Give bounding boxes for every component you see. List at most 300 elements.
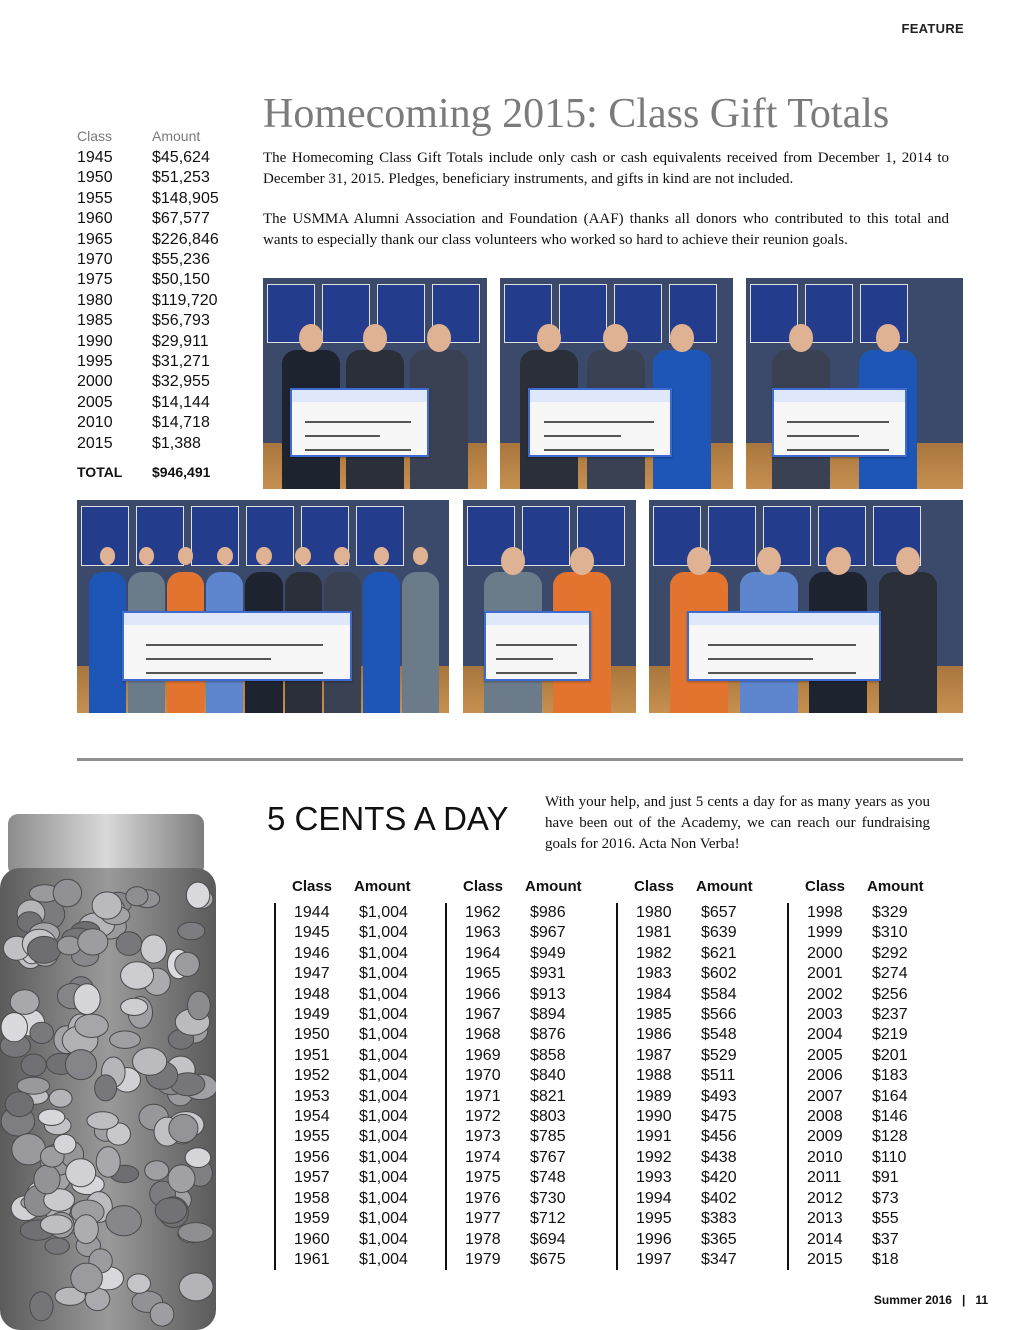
cents-amount: $493	[701, 1087, 737, 1105]
cents-column-header	[463, 878, 605, 895]
cents-class: 1949	[294, 1006, 330, 1024]
gift-table-rows	[77, 148, 247, 454]
cents-amount: $1,004	[359, 985, 408, 1003]
table-row	[294, 1107, 434, 1127]
table-row	[807, 1168, 947, 1188]
gift-class: 1975	[77, 271, 113, 289]
gift-table-row	[77, 393, 247, 413]
cents-amount: $37	[872, 1230, 899, 1248]
cents-header-class: Class	[805, 878, 846, 895]
cents-amount: $949	[530, 944, 566, 962]
reunion-gift-check	[290, 388, 429, 458]
table-row	[294, 923, 434, 943]
cents-amount: $365	[701, 1230, 737, 1248]
cents-amount: $694	[530, 1230, 566, 1248]
table-row	[294, 1046, 434, 1066]
cents-header-amount: Amount	[354, 878, 411, 895]
cents-amount: $110	[872, 1148, 907, 1166]
table-row	[465, 903, 605, 923]
cents-amount: $128	[872, 1128, 908, 1146]
table-row	[636, 985, 776, 1005]
cents-amount: $931	[530, 965, 566, 983]
coin	[127, 1274, 150, 1293]
gift-table-row	[77, 372, 247, 392]
cents-amount: $1,004	[359, 924, 408, 942]
cents-amount: $146	[872, 1108, 908, 1126]
coin	[110, 1031, 141, 1048]
person-head	[876, 324, 900, 352]
gift-class: 1965	[77, 230, 113, 248]
coin	[126, 887, 148, 906]
gift-table-row	[77, 168, 247, 188]
cents-amount: $329	[872, 904, 908, 921]
table-row	[636, 1127, 776, 1147]
cents-class: 1992	[636, 1148, 672, 1166]
cents-class: 1962	[465, 904, 501, 921]
cents-class: 1952	[294, 1067, 330, 1085]
cents-amount: $274	[872, 965, 908, 983]
cents-class: 2014	[807, 1230, 843, 1248]
cents-class: 1988	[636, 1067, 672, 1085]
coin	[75, 1014, 108, 1037]
coin	[178, 922, 205, 939]
photo-class-1970	[500, 278, 733, 489]
coin	[40, 1215, 72, 1234]
check-line	[496, 658, 553, 660]
gift-amount: $50,150	[152, 271, 210, 289]
cents-class: 2005	[807, 1046, 843, 1064]
check-header	[124, 613, 351, 625]
person-head	[217, 547, 233, 565]
page-title: Homecoming 2015: Class Gift Totals	[263, 91, 890, 137]
cents-amount: $383	[701, 1210, 737, 1228]
cents-class: 1971	[465, 1087, 501, 1105]
table-row	[465, 964, 605, 984]
cents-class: 1944	[294, 904, 330, 921]
person	[89, 547, 126, 713]
table-row	[465, 1168, 605, 1188]
cents-amount: $657	[701, 904, 737, 921]
gift-amount: $29,911	[152, 332, 209, 350]
gift-table-header	[77, 128, 247, 144]
gift-amount: $226,846	[152, 230, 219, 248]
person-head	[537, 324, 561, 352]
gift-total-amount: $946,491	[152, 464, 211, 481]
cents-class: 1960	[294, 1230, 330, 1248]
cents-amount: $840	[530, 1067, 566, 1085]
photo-class-2010	[746, 278, 963, 489]
coin	[12, 1134, 46, 1165]
cents-class: 1993	[636, 1169, 672, 1187]
check-line	[496, 672, 577, 674]
cents-class: 1968	[465, 1026, 501, 1044]
table-row	[636, 923, 776, 943]
person	[363, 547, 400, 713]
coin	[95, 1075, 117, 1101]
cents-class: 2002	[807, 985, 843, 1003]
table-row	[807, 1209, 947, 1229]
cents-class: 1983	[636, 965, 672, 983]
table-row	[294, 1189, 434, 1209]
cents-class: 1948	[294, 985, 330, 1003]
photo-class-1945	[463, 500, 636, 713]
coin	[57, 936, 81, 955]
cents-amount: $511	[701, 1067, 736, 1085]
gift-table-row	[77, 311, 247, 331]
photo-class-1965	[77, 500, 449, 713]
cents-class: 2003	[807, 1006, 843, 1024]
cents-class: 1990	[636, 1108, 672, 1126]
cents-amount: $55	[872, 1210, 899, 1228]
gift-class: 1980	[77, 291, 113, 309]
person-head	[789, 324, 813, 352]
cents-class: 2007	[807, 1087, 843, 1105]
gift-class: 2015	[77, 434, 113, 452]
cents-class: 1982	[636, 944, 672, 962]
gift-class: 1960	[77, 210, 113, 228]
cents-class: 1998	[807, 904, 843, 921]
cents-amount: $18	[872, 1250, 899, 1268]
coin	[150, 1303, 174, 1327]
gift-amount: $148,905	[152, 189, 219, 207]
cents-header-class: Class	[463, 878, 504, 895]
coin	[78, 929, 108, 955]
table-row	[465, 1066, 605, 1086]
person-head	[501, 547, 525, 575]
cents-amount: $420	[701, 1169, 737, 1187]
table-row	[465, 1107, 605, 1127]
cents-class: 1980	[636, 904, 672, 921]
check-line	[544, 421, 654, 423]
cents-amount: $566	[701, 1006, 737, 1024]
person-head	[299, 324, 323, 352]
gift-amount: $14,144	[152, 393, 210, 411]
table-row	[636, 1107, 776, 1127]
cents-class: 1953	[294, 1087, 330, 1105]
table-row	[465, 1250, 605, 1270]
person-head	[178, 547, 194, 565]
person	[402, 547, 439, 713]
cents-amount: $986	[530, 904, 566, 921]
cents-header-amount: Amount	[867, 878, 924, 895]
person-body	[89, 572, 126, 713]
check-line	[544, 449, 654, 451]
cents-amount: $602	[701, 965, 737, 983]
cents-class: 1945	[294, 924, 330, 942]
cents-section-text: With your help, and just 5 cents a day for as many years as you have been out of the Academy, we can reach our fundraising goals for 2016. Acta Non Verba!	[545, 794, 930, 852]
table-row	[807, 1230, 947, 1250]
cents-amount: $803	[530, 1108, 566, 1126]
photo-class-1980	[263, 278, 487, 489]
table-row	[294, 1250, 434, 1270]
cents-class: 1978	[465, 1230, 501, 1248]
cents-amount: $1,004	[359, 1230, 408, 1248]
cents-amount: $967	[530, 924, 566, 942]
person-head	[427, 324, 451, 352]
cents-amount: $438	[701, 1148, 737, 1166]
cents-class: 1951	[294, 1046, 330, 1064]
coin	[179, 1273, 213, 1301]
cents-class: 1966	[465, 985, 501, 1003]
jar-lid	[8, 814, 204, 876]
reunion-gift-check	[528, 388, 672, 458]
cents-amount: $256	[872, 985, 908, 1003]
cents-column-body	[445, 903, 605, 1270]
cents-amount: $91	[872, 1169, 899, 1187]
gift-class: 1955	[77, 189, 113, 207]
person-head	[100, 547, 116, 565]
cents-class: 1963	[465, 924, 501, 942]
table-row	[294, 964, 434, 984]
cents-class: 1973	[465, 1128, 501, 1146]
table-row	[465, 1025, 605, 1045]
table-row	[636, 1005, 776, 1025]
cents-amount: $584	[701, 985, 737, 1003]
coin	[54, 1134, 76, 1154]
cents-amount: $347	[701, 1250, 737, 1268]
cents-class: 1970	[465, 1067, 501, 1085]
gift-total-label: TOTAL	[77, 464, 123, 481]
cents-class: 1987	[636, 1046, 672, 1064]
cents-amount: $310	[872, 924, 908, 942]
gift-table-row	[77, 230, 247, 250]
check-line	[496, 644, 577, 646]
gift-amount: $67,577	[152, 210, 210, 228]
cents-amount: $292	[872, 944, 908, 962]
cents-class: 1986	[636, 1026, 672, 1044]
cents-class: 2004	[807, 1026, 843, 1044]
person-head	[363, 324, 387, 352]
cents-amount: $913	[530, 985, 566, 1003]
cents-column-header	[634, 878, 776, 895]
gift-class: 1950	[77, 169, 113, 187]
cents-amount: $1,004	[359, 1108, 408, 1126]
person-head	[295, 547, 311, 565]
table-row	[636, 1148, 776, 1168]
table-row	[807, 1148, 947, 1168]
photo-class-1990	[649, 500, 963, 713]
cents-amount: $1,004	[359, 965, 408, 983]
check-line	[146, 658, 271, 660]
cents-class: 1964	[465, 944, 501, 962]
gift-amount: $31,271	[152, 353, 210, 371]
check-line	[544, 435, 621, 437]
coin	[27, 936, 60, 963]
cents-class: 1967	[465, 1006, 501, 1024]
gift-table-row	[77, 291, 247, 311]
table-row	[636, 964, 776, 984]
table-row	[294, 1087, 434, 1107]
cents-class: 1961	[294, 1250, 330, 1268]
gift-amount: $14,718	[152, 414, 210, 432]
gift-class: 1970	[77, 251, 113, 269]
cents-column	[274, 878, 434, 1270]
table-row	[465, 985, 605, 1005]
coin	[96, 1147, 120, 1178]
table-row	[636, 1066, 776, 1086]
cents-class: 1996	[636, 1230, 672, 1248]
table-row	[636, 1209, 776, 1229]
table-row	[807, 964, 947, 984]
gift-header-class: Class	[77, 128, 113, 144]
table-row	[807, 1025, 947, 1045]
check-line	[708, 672, 857, 674]
check-line	[146, 644, 323, 646]
coin	[188, 991, 211, 1020]
cents-amount: $1,004	[359, 1026, 408, 1044]
gift-class: 2000	[77, 373, 113, 391]
person-head	[570, 547, 594, 575]
table-row	[294, 1209, 434, 1229]
coin	[175, 952, 200, 976]
cents-amount: $456	[701, 1128, 737, 1146]
table-row	[294, 1025, 434, 1045]
cents-class: 2013	[807, 1210, 843, 1228]
coin-jar-photo	[0, 808, 216, 1330]
cents-class: 2010	[807, 1148, 843, 1166]
table-row	[465, 944, 605, 964]
cents-amount: $183	[872, 1067, 908, 1085]
coin	[71, 1263, 103, 1293]
person-head	[603, 324, 627, 352]
cents-amount: $675	[530, 1250, 566, 1268]
table-row	[636, 903, 776, 923]
cents-class: 2001	[807, 965, 843, 983]
table-row	[294, 1168, 434, 1188]
cents-amount: $1,004	[359, 1148, 408, 1166]
table-row	[465, 1046, 605, 1066]
cents-class: 2000	[807, 944, 843, 962]
cents-amount: $73	[872, 1189, 899, 1207]
cents-header-class: Class	[292, 878, 333, 895]
coin	[5, 1092, 33, 1117]
cents-column-header	[805, 878, 947, 895]
footer-separator: |	[961, 1293, 966, 1307]
cents-amount: $1,004	[359, 1006, 408, 1024]
table-row	[807, 1005, 947, 1025]
gift-class: 1995	[77, 353, 113, 371]
table-row	[807, 1127, 947, 1147]
table-row	[807, 903, 947, 923]
gift-header-amount: Amount	[152, 128, 201, 144]
cents-amount: $1,004	[359, 904, 408, 921]
check-header	[689, 613, 880, 625]
cents-amount: $1,004	[359, 1210, 408, 1228]
cents-amount: $475	[701, 1108, 737, 1126]
cents-amount: $639	[701, 924, 737, 942]
person-body	[363, 572, 400, 713]
reunion-gift-check	[772, 388, 907, 458]
cents-amount: $730	[530, 1189, 566, 1207]
cents-amount: $712	[530, 1210, 566, 1228]
table-row	[465, 1230, 605, 1250]
footer-page-number: 11	[975, 1293, 988, 1307]
cents-column	[616, 878, 776, 1270]
gift-table-row	[77, 413, 247, 433]
table-row	[294, 1066, 434, 1086]
cents-class: 1947	[294, 965, 330, 983]
check-line	[787, 449, 889, 451]
person-body	[879, 572, 937, 713]
page-footer	[874, 1293, 988, 1307]
gift-class: 1990	[77, 332, 113, 350]
intro-paragraph-2: The USMMA Alumni Association and Foundation (AAF) thanks all donors who contributed to this total and wants to especially thank our class volunteers who worked so hard to achieve their reunion goals.	[263, 211, 949, 248]
cents-amount: $767	[530, 1148, 566, 1166]
table-row	[294, 1148, 434, 1168]
coin	[106, 1206, 142, 1236]
cents-amount: $164	[872, 1087, 908, 1105]
gift-amount: $45,624	[152, 149, 210, 166]
cents-class: 1981	[636, 924, 672, 942]
cents-class: 1999	[807, 924, 843, 942]
table-row	[294, 985, 434, 1005]
cents-class: 2008	[807, 1108, 843, 1126]
coin	[121, 998, 148, 1015]
person-head	[139, 547, 155, 565]
coin	[30, 1292, 53, 1321]
coin	[66, 1159, 96, 1187]
coin	[30, 1022, 54, 1043]
reunion-gift-check	[687, 611, 882, 681]
cents-amount: $1,004	[359, 1250, 408, 1268]
cents-amount: $1,004	[359, 1169, 408, 1187]
cents-class: 1950	[294, 1026, 330, 1044]
cents-column-body	[787, 903, 947, 1270]
coin	[168, 1165, 195, 1193]
gift-amount: $1,388	[152, 434, 201, 452]
cents-amount: $1,004	[359, 944, 408, 962]
cents-class: 1965	[465, 965, 501, 983]
table-row	[465, 1189, 605, 1209]
table-row	[636, 1046, 776, 1066]
table-row	[807, 923, 947, 943]
cents-class: 1958	[294, 1189, 330, 1207]
section-divider	[77, 758, 963, 761]
table-row	[465, 1209, 605, 1229]
cents-class: 1979	[465, 1250, 501, 1268]
coin	[141, 935, 167, 963]
table-row	[807, 1107, 947, 1127]
cents-amount: $1,004	[359, 1189, 408, 1207]
cents-header-amount: Amount	[525, 878, 582, 895]
cents-section-title: 5 CENTS A DAY	[267, 800, 509, 837]
cents-class: 1977	[465, 1210, 501, 1228]
table-row	[294, 903, 434, 923]
cents-amount: $219	[872, 1026, 908, 1044]
table-row	[465, 1127, 605, 1147]
gift-amount: $55,236	[152, 251, 210, 269]
person-body	[402, 572, 439, 713]
cents-class: 1975	[465, 1169, 501, 1187]
cents-amount: $201	[872, 1046, 908, 1064]
cents-amount: $894	[530, 1006, 566, 1024]
cents-class: 1972	[465, 1108, 501, 1126]
cents-class: 1955	[294, 1128, 330, 1146]
cents-class: 1969	[465, 1046, 501, 1064]
cents-column	[787, 878, 947, 1270]
cents-class: 1989	[636, 1087, 672, 1105]
table-row	[465, 1005, 605, 1025]
table-row	[636, 1250, 776, 1270]
coin	[92, 892, 122, 919]
class-gift-table	[77, 128, 247, 480]
cents-class: 1956	[294, 1148, 330, 1166]
cents-column	[445, 878, 605, 1270]
cents-amount: $748	[530, 1169, 566, 1187]
cents-class: 1984	[636, 985, 672, 1003]
table-row	[294, 1005, 434, 1025]
table-row	[294, 1230, 434, 1250]
